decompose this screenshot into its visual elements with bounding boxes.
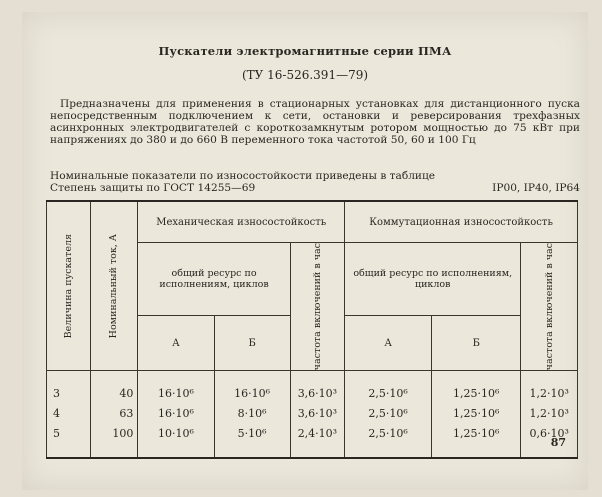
cell-mech-freq: 2,4·10³ — [290, 423, 344, 458]
spec-reference: (ТУ 16-526.391—79) — [241, 68, 369, 82]
cell-size: 5 — [47, 423, 91, 458]
cell-comm-b: 1,25·10⁶ — [432, 371, 521, 404]
cell-mech-a: 16·10⁶ — [138, 371, 214, 404]
cell-mech-freq: 3,6·10³ — [290, 403, 344, 423]
header-current: Номинальный ток, А — [90, 201, 138, 371]
cell-comm-a: 2,5·10⁶ — [345, 403, 432, 423]
table-row — [47, 403, 578, 423]
header-mech-freq: частота включений в час — [290, 243, 344, 371]
wear-resistance-table — [46, 200, 578, 459]
cell-comm-a: 2,5·10⁶ — [345, 371, 432, 404]
cell-comm-a: 2,5·10⁶ — [345, 423, 432, 458]
cell-current: 100 — [90, 423, 138, 458]
cell-size: 3 — [47, 371, 91, 404]
cell-current: 63 — [90, 403, 138, 423]
header-mech-b: Б — [214, 316, 290, 371]
cell-mech-b: 5·10⁶ — [214, 423, 290, 458]
cell-mech-a: 16·10⁶ — [138, 403, 214, 423]
header-mech-total: общий ресурс по исполнениям, циклов — [138, 243, 290, 316]
cell-comm-freq: 1,2·10³ — [521, 403, 578, 423]
cell-mech-b: 8·10⁶ — [214, 403, 290, 423]
page-number: 87 — [550, 436, 566, 449]
protection-line — [50, 182, 580, 194]
header-mechanical: Механическая износостойкость — [138, 201, 345, 243]
table-row — [47, 423, 578, 458]
cell-comm-b: 1,25·10⁶ — [432, 403, 521, 423]
cell-current: 40 — [90, 371, 138, 404]
cell-mech-b: 16·10⁶ — [214, 371, 290, 404]
page-title: Пускатели электромагнитные серии ПМА — [158, 44, 452, 58]
header-mech-a: А — [138, 316, 214, 371]
header-comm-a: А — [345, 316, 432, 371]
indicators-line: Номинальные показатели по износостойкости приведены в таблице — [50, 170, 436, 182]
description-paragraph: Предназначены для применения в стационарных установках для дистанционного пуска непосредственным подключением к сети, остановки и реверсирования трехфазных асинхронных электродвигателей с короткозамкнутым ротором мощностью до 75 кВт при напряжениях до 380 и до 660 В переменного тока частотой 50, 60 и 100 Гц — [50, 98, 580, 146]
cell-comm-freq: 1,2·10³ — [521, 371, 578, 404]
cell-size: 4 — [47, 403, 91, 423]
header-size: Величина пускателя — [47, 201, 91, 371]
table-row — [47, 371, 578, 404]
cell-mech-a: 10·10⁶ — [138, 423, 214, 458]
protection-values: IP00, IP40, IP64 — [492, 182, 580, 194]
header-comm-total: общий ресурс по исполнениям, циклов — [345, 243, 521, 316]
book-page — [22, 12, 588, 490]
cell-mech-freq: 3,6·10³ — [290, 371, 344, 404]
header-comm-freq: частота включений в час — [521, 243, 578, 371]
header-commutation: Коммутационная износостойкость — [345, 201, 578, 243]
header-comm-b: Б — [432, 316, 521, 371]
cell-comm-b: 1,25·10⁶ — [432, 423, 521, 458]
cell-comm-freq: 0,6·10³ — [521, 423, 578, 458]
protection-label: Степень защиты по ГОСТ 14255—69 — [50, 182, 256, 194]
